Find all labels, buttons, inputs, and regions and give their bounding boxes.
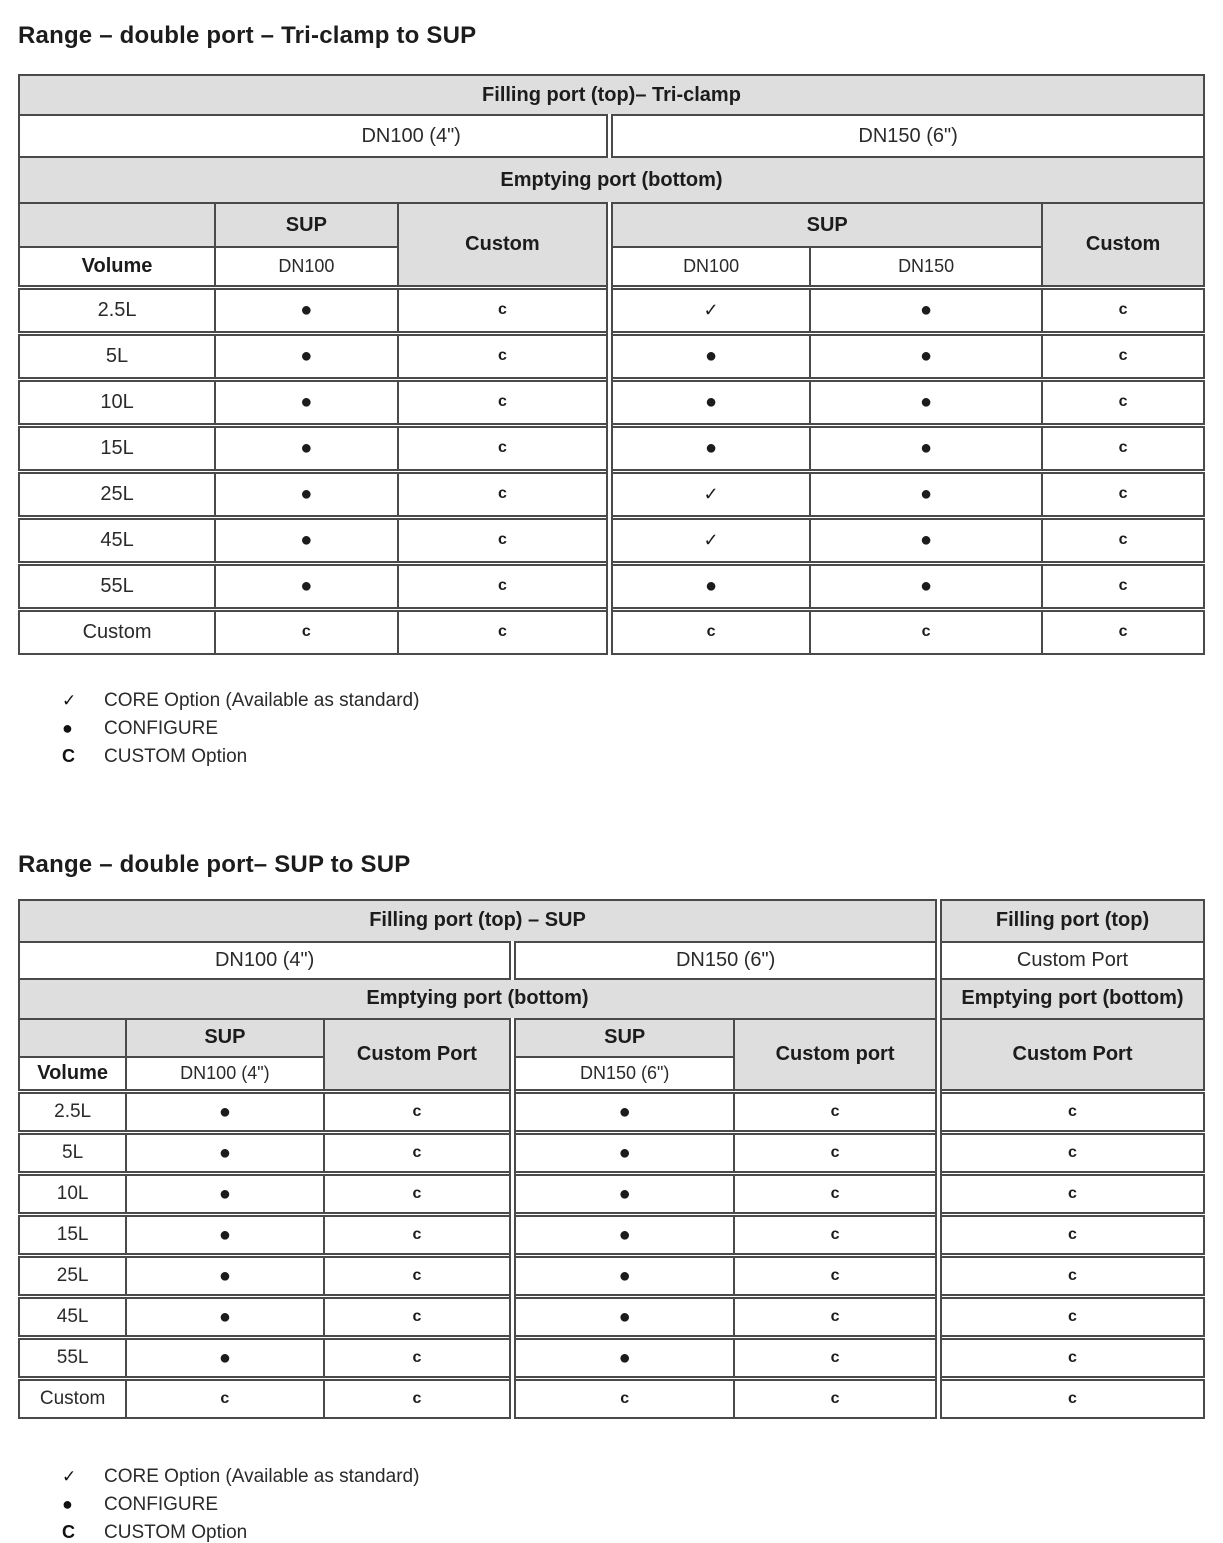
sup-left-header-cell: SUP [215, 203, 397, 247]
table-row [19, 1379, 1204, 1419]
dot-icon: ● [62, 717, 73, 738]
table-row [19, 942, 1204, 979]
option-cell-c: c [734, 1338, 938, 1379]
option-cell-dot: ● [513, 1092, 734, 1133]
sub-dn100-cell: DN100 (4") [126, 1057, 323, 1092]
option-cell-c: c [939, 1092, 1204, 1133]
option-cell-dot: ● [126, 1092, 323, 1133]
option-cell-c: c [1042, 287, 1204, 333]
option-cell-dot: ● [810, 287, 1042, 333]
option-cell-c: c [398, 379, 610, 425]
option-cell-c: c [1042, 425, 1204, 471]
option-cell-dot: ● [215, 379, 397, 425]
table-row [19, 1019, 1204, 1057]
option-cell-dot: ● [215, 333, 397, 379]
legend-item-configure [62, 718, 1205, 739]
filling-dn150-cell: DN150 (6") [610, 115, 1204, 157]
legend-label: CORE Option (Available as standard) [104, 689, 420, 711]
c-icon: C [62, 745, 75, 766]
option-cell-c: c [324, 1215, 513, 1256]
filling-dn150-cell: DN150 (6") [513, 942, 939, 979]
sub-dn150-cell: DN150 (6") [513, 1057, 734, 1092]
custom-port-far-right-header-cell: Custom Port [939, 1019, 1204, 1092]
option-cell-dot: ● [610, 425, 810, 471]
option-cell-c: c [513, 1379, 734, 1419]
option-cell-c: c [939, 1256, 1204, 1297]
custom-port-left-header-cell: Custom Port [324, 1019, 513, 1092]
option-cell-c: c [734, 1215, 938, 1256]
option-cell-dot: ● [810, 379, 1042, 425]
option-cell-c: c [939, 1297, 1204, 1338]
table-body [19, 287, 1204, 654]
table-row [19, 1215, 1204, 1256]
option-cell-c: c [324, 1297, 513, 1338]
option-cell-c: c [1042, 471, 1204, 517]
table-row [19, 471, 1204, 517]
volume-header-cell: Volume [19, 1057, 126, 1092]
option-cell-dot: ● [126, 1215, 323, 1256]
option-cell-dot: ● [126, 1338, 323, 1379]
option-cell-dot: ● [126, 1297, 323, 1338]
sup-left-header-cell: SUP [126, 1019, 323, 1057]
option-cell-dot: ● [126, 1133, 323, 1174]
volume-cell: 15L [19, 425, 215, 471]
option-cell-dot: ● [126, 1256, 323, 1297]
sub-dn100-left-cell: DN100 [215, 247, 397, 287]
option-cell-c: c [939, 1174, 1204, 1215]
option-cell-dot: ● [513, 1338, 734, 1379]
table-row [19, 1297, 1204, 1338]
option-cell-dot: ● [610, 379, 810, 425]
volume-cell: 10L [19, 379, 215, 425]
emptying-port-header-left-cell: Emptying port (bottom) [19, 979, 939, 1019]
filling-port-header-cell: Filling port (top)– Tri-clamp [19, 75, 1204, 115]
legend-2 [62, 1467, 1205, 1543]
volume-cell: 25L [19, 1256, 126, 1297]
legend-item-core [62, 691, 1205, 711]
option-cell-dot: ● [610, 333, 810, 379]
option-cell-dot: ● [513, 1174, 734, 1215]
table-row [19, 979, 1204, 1019]
option-cell-check: ✓ [610, 287, 810, 333]
option-cell-c: c [610, 609, 810, 654]
option-cell-c: c [810, 609, 1042, 654]
volume-cell: 45L [19, 1297, 126, 1338]
table-sup-to-sup [18, 899, 1205, 1420]
option-cell-dot: ● [215, 471, 397, 517]
table-row [19, 115, 1204, 157]
option-cell-c: c [734, 1133, 938, 1174]
volume-cell: 55L [19, 563, 215, 609]
option-cell-dot: ● [215, 563, 397, 609]
option-cell-c: c [126, 1379, 323, 1419]
volume-cell: 10L [19, 1174, 126, 1215]
option-cell-dot: ● [810, 333, 1042, 379]
table-body [19, 1092, 1204, 1419]
option-cell-dot: ● [513, 1256, 734, 1297]
volume-cell: 5L [19, 333, 215, 379]
option-cell-c: c [939, 1379, 1204, 1419]
table-row [19, 1174, 1204, 1215]
volume-cell: 55L [19, 1338, 126, 1379]
section1-title: Range – double port – Tri-clamp to SUP [18, 22, 477, 49]
table-row [19, 609, 1204, 654]
option-cell-c: c [1042, 563, 1204, 609]
option-cell-c: c [324, 1379, 513, 1419]
option-cell-c: c [1042, 609, 1204, 654]
volume-cell: 2.5L [19, 1092, 126, 1133]
legend-label: CONFIGURE [104, 1494, 218, 1515]
option-cell-check: ✓ [610, 517, 810, 563]
option-cell-c: c [734, 1256, 938, 1297]
volume-cell: 2.5L [19, 287, 215, 333]
filling-port-header-right-cell: Filling port (top) [939, 900, 1204, 942]
sup-right-header-cell: SUP [610, 203, 1043, 247]
option-cell-c: c [398, 471, 610, 517]
volume-cell: Custom [19, 1379, 126, 1419]
table-row [19, 563, 1204, 609]
option-cell-c: c [398, 517, 610, 563]
volume-header-cell: Volume [19, 247, 215, 287]
custom-right-header-cell: Custom [1042, 203, 1204, 287]
sub-dn150-right-cell: DN150 [810, 247, 1042, 287]
table-row [19, 157, 1204, 203]
option-cell-c: c [734, 1297, 938, 1338]
option-cell-dot: ● [215, 425, 397, 471]
option-cell-c: c [734, 1379, 938, 1419]
volume-cell: 45L [19, 517, 215, 563]
table-row [19, 1256, 1204, 1297]
option-cell-dot: ● [215, 287, 397, 333]
option-cell-c: c [939, 1215, 1204, 1256]
dot-icon: ● [62, 1494, 73, 1514]
option-cell-c: c [324, 1092, 513, 1133]
option-cell-c: c [398, 287, 610, 333]
option-cell-dot: ● [810, 563, 1042, 609]
volume-cell: 15L [19, 1215, 126, 1256]
empty-header-cell [19, 1019, 126, 1057]
legend-label: CUSTOM Option [104, 745, 248, 767]
option-cell-c: c [1042, 333, 1204, 379]
c-icon: C [62, 1522, 75, 1542]
option-cell-c: c [324, 1338, 513, 1379]
filling-dn100-cell: DN100 (4") [19, 115, 610, 157]
table-row [19, 1092, 1204, 1133]
legend-label: CONFIGURE [104, 717, 218, 739]
emptying-port-header-cell: Emptying port (bottom) [19, 157, 1204, 203]
option-cell-c: c [1042, 517, 1204, 563]
option-cell-c: c [398, 563, 610, 609]
volume-cell: 5L [19, 1133, 126, 1174]
option-cell-dot: ● [513, 1133, 734, 1174]
filling-dn100-cell: DN100 (4") [19, 942, 513, 979]
table-row [19, 75, 1204, 115]
legend-item-custom [62, 746, 1205, 767]
section2-title: Range – double port– SUP to SUP [18, 850, 411, 878]
option-cell-c: c [324, 1174, 513, 1215]
option-cell-dot: ● [810, 471, 1042, 517]
option-cell-c: c [734, 1174, 938, 1215]
check-icon: ✓ [62, 690, 77, 710]
option-cell-c: c [734, 1092, 938, 1133]
table-row [19, 247, 1204, 287]
legend-label: CUSTOM Option [104, 1522, 248, 1543]
option-cell-c: c [324, 1256, 513, 1297]
table-row [19, 287, 1204, 333]
option-cell-c: c [398, 425, 610, 471]
legend-item-core [62, 1467, 1205, 1487]
option-cell-c: c [1042, 379, 1204, 425]
legend-item-configure [62, 1494, 1205, 1515]
table-row [19, 900, 1204, 942]
empty-header-cell [19, 203, 215, 247]
table-row [19, 517, 1204, 563]
table-row [19, 333, 1204, 379]
legend-1 [62, 691, 1205, 767]
option-cell-c: c [939, 1133, 1204, 1174]
option-cell-c: c [398, 333, 610, 379]
option-cell-dot: ● [810, 425, 1042, 471]
sup-right-header-cell: SUP [513, 1019, 734, 1057]
option-cell-c: c [215, 609, 397, 654]
option-cell-dot: ● [610, 563, 810, 609]
option-cell-dot: ● [810, 517, 1042, 563]
table-tri-clamp-to-sup [18, 74, 1205, 655]
legend-item-custom [62, 1522, 1205, 1543]
custom-left-header-cell: Custom [398, 203, 610, 287]
volume-cell: Custom [19, 609, 215, 654]
option-cell-check: ✓ [610, 471, 810, 517]
option-cell-c: c [324, 1133, 513, 1174]
sub-dn100-right-cell: DN100 [610, 247, 810, 287]
filling-custom-port-cell: Custom Port [939, 942, 1204, 979]
option-cell-dot: ● [513, 1297, 734, 1338]
volume-cell: 25L [19, 471, 215, 517]
legend-label: CORE Option (Available as standard) [104, 1466, 420, 1487]
table-row [19, 1338, 1204, 1379]
option-cell-c: c [398, 609, 610, 654]
option-cell-dot: ● [126, 1174, 323, 1215]
emptying-port-header-right-cell: Emptying port (bottom) [939, 979, 1204, 1019]
option-cell-c: c [939, 1338, 1204, 1379]
option-cell-dot: ● [513, 1215, 734, 1256]
table-row [19, 203, 1204, 247]
filling-port-header-left-cell: Filling port (top) – SUP [19, 900, 939, 942]
table-row [19, 1133, 1204, 1174]
check-icon: ✓ [62, 1467, 77, 1486]
custom-port-mid-header-cell: Custom port [734, 1019, 938, 1092]
table-row [19, 425, 1204, 471]
table-row [19, 379, 1204, 425]
option-cell-dot: ● [215, 517, 397, 563]
